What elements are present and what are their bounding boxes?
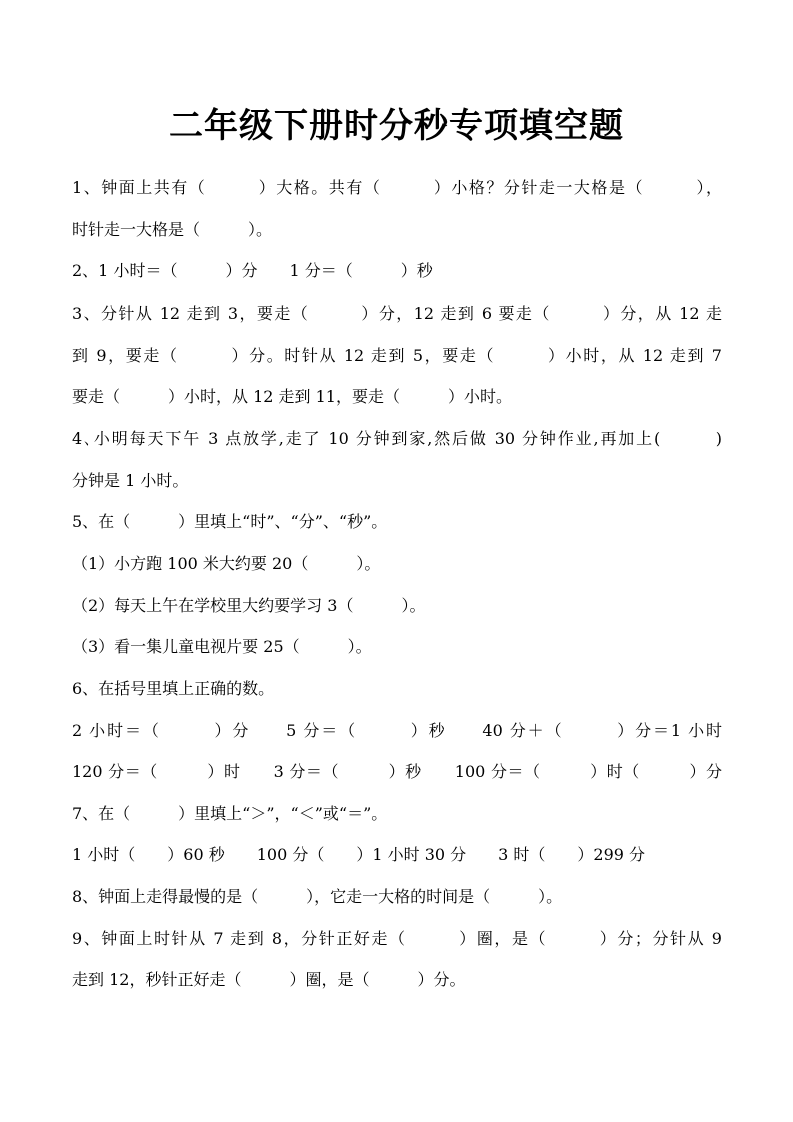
question-4-line-2: 分钟是 1 小时。	[72, 471, 189, 490]
question-6-line: 6、在括号里填上正确的数。	[72, 679, 275, 698]
question-7-row: 1 小时（ ）60 秒 100 分（ ）1 小时 30 分 3 时（ ）299 分	[72, 845, 646, 864]
question-2-line: 2、1 小时＝（ ）分 1 分＝（ ）秒	[72, 261, 433, 280]
page-title: 二年级下册时分秒专项填空题	[169, 106, 624, 146]
question-3-line-1: 3、分针从 12 走到 3，要走（ ）分，12 走到 6 要走（ ）分，从 12 走	[72, 304, 722, 323]
question-7-line: 7、在（ ）里填上“＞”，“＜”或“＝”。	[72, 804, 388, 823]
question-5-line: 5、在（ ）里填上“时”、“分”、“秒”。	[72, 512, 388, 531]
question-3-line-2: 到 9，要走（ ）分。时针从 12 走到 5，要走（ ）小时，从 12 走到 7	[72, 346, 722, 365]
question-6-row-2: 120 分＝（ ）时 3 分＝（ ）秒 100 分＝（ ）时（ ）分	[72, 762, 722, 781]
question-4-line-1: 4､小明每天下午 3 点放学,走了 10 分钟到家,然后做 30 分钟作业,再加上( )	[72, 429, 722, 448]
question-9-line-1: 9、钟面上时针从 7 走到 8，分针正好走（ ）圈，是（ ）分；分针从 9	[72, 929, 722, 948]
question-9-line-2: 走到 12，秒针正好走（ ）圈，是（ ）分。	[72, 970, 466, 989]
question-1-line-1: 1、钟面上共有（ ）大格。共有（ ）小格？分针走一大格是（ ），	[72, 178, 722, 197]
question-3-line-3: 要走（ ）小时，从 12 走到 11，要走（ ）小时。	[72, 387, 512, 406]
question-6-row-1: 2 小时＝（ ）分 5 分＝（ ）秒 40 分＋（ ）分＝1 小时	[72, 721, 722, 740]
question-5-item-1: （1）小方跑 100 米大约要 20（ ）。	[72, 554, 381, 573]
question-8-line: 8、钟面上走得最慢的是（ ），它走一大格的时间是（ ）。	[72, 887, 563, 906]
question-1-line-2: 时针走一大格是（ ）。	[72, 220, 273, 239]
question-5-item-2: （2）每天上午在学校里大约要学习 3（ ）。	[72, 596, 426, 615]
question-5-item-3: （3）看一集儿童电视片要 25（ ）。	[72, 637, 372, 656]
